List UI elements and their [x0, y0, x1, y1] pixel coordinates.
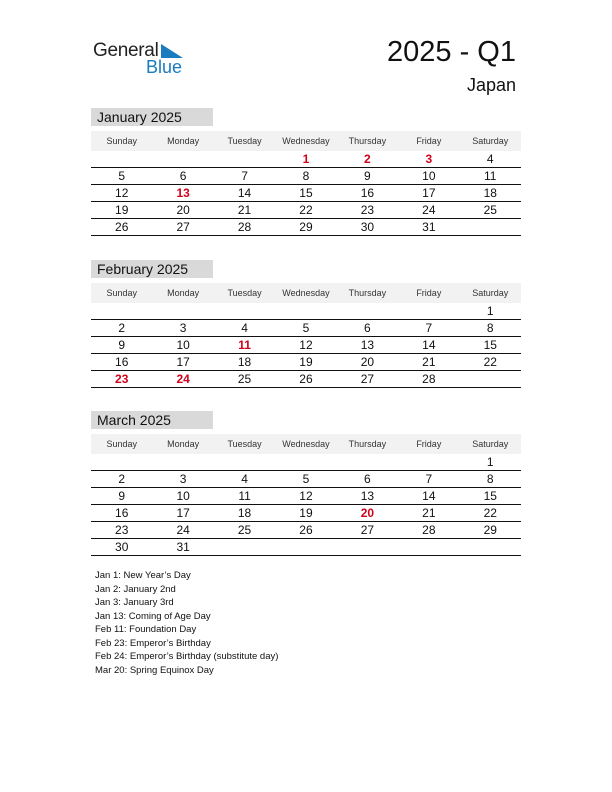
day-cell: 21 — [422, 506, 436, 520]
day-cell — [214, 454, 275, 470]
month-calendar — [91, 108, 521, 236]
holiday-list-item: Feb 11: Foundation Day — [95, 624, 197, 635]
day-cell: 24 — [422, 203, 436, 217]
day-cell: 30 — [360, 220, 375, 234]
day-cell — [398, 539, 459, 555]
day-cell: 10 — [176, 489, 190, 503]
holiday-list-item: Jan 1: New Year’s Day — [95, 570, 191, 581]
day-cell: 23 — [360, 203, 375, 217]
day-cell: 28 — [422, 523, 436, 537]
day-cell — [337, 539, 398, 555]
day-cell: 15 — [483, 489, 497, 503]
page-title: 2025 - Q1 — [387, 36, 516, 68]
month-header: February 2025 — [91, 260, 213, 278]
day-cell: 4 — [241, 321, 248, 335]
day-cell: 15 — [299, 186, 313, 200]
day-cell: 11 — [238, 489, 251, 503]
holiday-day-cell: 3 — [425, 152, 433, 166]
holiday-day-cell: 1 — [302, 152, 310, 166]
day-cell: 2 — [118, 321, 126, 335]
weekday-label: Friday — [416, 136, 442, 146]
week-row — [91, 522, 521, 539]
day-cell: 25 — [237, 523, 252, 537]
weekday-label: Thursday — [348, 288, 387, 298]
weekday-label: Tuesday — [227, 288, 262, 298]
day-cell: 3 — [179, 321, 187, 335]
week-row — [91, 371, 521, 388]
day-cell: 12 — [299, 489, 313, 503]
day-cell: 8 — [486, 472, 494, 486]
week-row — [91, 488, 521, 505]
day-cell: 5 — [118, 169, 126, 183]
weekday-label: Thursday — [348, 136, 387, 146]
week-row — [91, 151, 521, 168]
day-cell — [460, 219, 521, 235]
day-cell: 14 — [422, 489, 436, 503]
day-cell: 9 — [118, 338, 126, 352]
holiday-day-cell: 11 — [238, 338, 251, 352]
day-cell: 26 — [115, 220, 129, 234]
weekday-label: Sunday — [106, 136, 137, 146]
day-cell — [214, 539, 275, 555]
day-cell: 20 — [360, 355, 375, 369]
day-cell: 17 — [422, 186, 436, 200]
day-cell: 22 — [483, 506, 497, 520]
weekday-header-row — [91, 283, 521, 303]
day-cell: 20 — [176, 203, 190, 217]
weekday-label: Tuesday — [227, 439, 262, 449]
day-cell: 30 — [115, 540, 129, 554]
day-cell: 29 — [483, 523, 497, 537]
day-cell: 7 — [241, 169, 248, 183]
weekday-label: Friday — [416, 439, 442, 449]
weekday-label: Sunday — [106, 288, 137, 298]
day-cell: 28 — [237, 220, 252, 234]
logo-triangle-icon — [161, 44, 183, 58]
day-cell — [152, 303, 213, 319]
day-cell: 7 — [425, 472, 433, 486]
weekday-label: Saturday — [472, 288, 509, 298]
day-cell: 6 — [364, 321, 371, 335]
day-cell: 26 — [299, 523, 313, 537]
day-cell: 3 — [179, 472, 187, 486]
day-cell: 14 — [237, 186, 252, 200]
day-cell: 2 — [118, 472, 126, 486]
weekday-label: Wednesday — [282, 136, 330, 146]
weekday-label: Saturday — [472, 439, 509, 449]
day-cell: 4 — [241, 472, 248, 486]
holiday-list — [95, 569, 278, 677]
weekday-label: Sunday — [106, 439, 137, 449]
holiday-list-item: Jan 3: January 3rd — [95, 597, 174, 608]
day-cell — [152, 454, 213, 470]
month-calendar — [91, 260, 521, 388]
country-name: Japan — [466, 75, 516, 95]
day-cell — [460, 539, 521, 555]
day-cell — [398, 454, 459, 470]
week-row — [91, 505, 521, 522]
day-cell: 5 — [302, 321, 310, 335]
weekday-label: Tuesday — [227, 136, 262, 146]
day-cell: 19 — [299, 506, 313, 520]
holiday-list-item: Jan 13: Coming of Age Day — [95, 610, 211, 622]
day-cell: 19 — [299, 355, 313, 369]
day-cell: 22 — [299, 203, 313, 217]
month-calendar — [91, 411, 521, 556]
day-cell: 27 — [360, 523, 375, 537]
day-cell: 26 — [299, 372, 313, 386]
day-cell: 14 — [422, 338, 436, 352]
day-cell: 9 — [364, 169, 371, 183]
day-cell: 31 — [422, 220, 436, 234]
day-cell: 11 — [484, 169, 497, 183]
weekday-header-row — [91, 434, 521, 454]
day-cell: 8 — [302, 169, 310, 183]
holiday-day-cell: 24 — [176, 372, 190, 386]
day-cell — [460, 371, 521, 387]
day-cell — [337, 303, 398, 319]
day-cell: 25 — [237, 372, 252, 386]
day-cell — [398, 303, 459, 319]
week-row — [91, 168, 521, 185]
weekday-label: Monday — [167, 136, 200, 146]
day-cell: 7 — [425, 321, 433, 335]
day-cell: 17 — [176, 506, 190, 520]
weekday-label: Wednesday — [282, 439, 330, 449]
day-cell: 13 — [360, 489, 375, 503]
week-row — [91, 219, 521, 236]
day-cell: 28 — [422, 372, 436, 386]
weekday-label: Monday — [167, 288, 200, 298]
day-cell: 12 — [115, 186, 129, 200]
day-cell: 6 — [179, 169, 187, 183]
day-cell: 13 — [360, 338, 375, 352]
week-row — [91, 539, 521, 556]
day-cell: 15 — [483, 338, 497, 352]
logo-word-blue: Blue — [146, 57, 183, 77]
week-row — [91, 202, 521, 219]
week-row — [91, 337, 521, 354]
week-row — [91, 185, 521, 202]
holiday-day-cell: 23 — [115, 372, 129, 386]
day-cell — [214, 303, 275, 319]
holiday-day-cell: 13 — [176, 186, 190, 200]
day-cell — [275, 454, 336, 470]
week-row — [91, 354, 521, 371]
weekday-label: Wednesday — [282, 288, 330, 298]
day-cell — [275, 303, 336, 319]
day-cell: 4 — [486, 152, 494, 166]
weekday-header-row — [91, 131, 521, 151]
day-cell: 8 — [486, 321, 494, 335]
day-cell — [91, 454, 152, 470]
day-cell: 31 — [176, 540, 190, 554]
day-cell — [275, 539, 336, 555]
week-row — [91, 454, 521, 471]
weekday-label: Friday — [416, 288, 442, 298]
day-cell — [337, 454, 398, 470]
weekday-label: Thursday — [348, 439, 387, 449]
day-cell: 1 — [486, 455, 494, 469]
holiday-list-item: Feb 24: Emperor’s Birthday (substitute day) — [95, 651, 279, 662]
day-cell: 21 — [237, 203, 252, 217]
day-cell: 6 — [364, 472, 371, 486]
day-cell: 18 — [483, 186, 497, 200]
day-cell: 1 — [486, 304, 494, 318]
day-cell: 18 — [237, 506, 252, 520]
day-cell: 16 — [360, 186, 375, 200]
week-row — [91, 303, 521, 320]
day-cell: 27 — [176, 220, 190, 234]
day-cell: 25 — [483, 203, 497, 217]
day-cell: 24 — [176, 523, 190, 537]
day-cell — [91, 151, 152, 167]
holiday-day-cell: 2 — [364, 152, 371, 166]
logo-word-general: General — [93, 40, 159, 61]
day-cell: 9 — [118, 489, 126, 503]
day-cell: 5 — [302, 472, 310, 486]
day-cell: 29 — [299, 220, 313, 234]
holiday-list-item: Mar 20: Spring Equinox Day — [95, 664, 214, 676]
holiday-day-cell: 20 — [360, 506, 375, 520]
day-cell — [214, 151, 275, 167]
generalblue-logo — [93, 40, 193, 80]
month-header: March 2025 — [91, 411, 213, 429]
day-cell: 18 — [237, 355, 252, 369]
day-cell — [152, 151, 213, 167]
day-cell: 19 — [115, 203, 129, 217]
day-cell: 27 — [360, 372, 375, 386]
day-cell: 10 — [176, 338, 190, 352]
day-cell: 10 — [422, 169, 436, 183]
day-cell: 16 — [115, 355, 129, 369]
weekday-label: Monday — [167, 439, 200, 449]
day-cell: 22 — [483, 355, 497, 369]
week-row — [91, 320, 521, 337]
day-cell — [91, 303, 152, 319]
day-cell: 21 — [422, 355, 436, 369]
month-header: January 2025 — [91, 108, 213, 126]
day-cell: 12 — [299, 338, 313, 352]
day-cell: 16 — [115, 506, 129, 520]
week-row — [91, 471, 521, 488]
holiday-list-item: Jan 2: January 2nd — [95, 583, 176, 595]
day-cell: 17 — [176, 355, 190, 369]
holiday-list-item: Feb 23: Emperor’s Birthday — [95, 637, 211, 649]
day-cell: 23 — [115, 523, 129, 537]
weekday-label: Saturday — [472, 136, 509, 146]
